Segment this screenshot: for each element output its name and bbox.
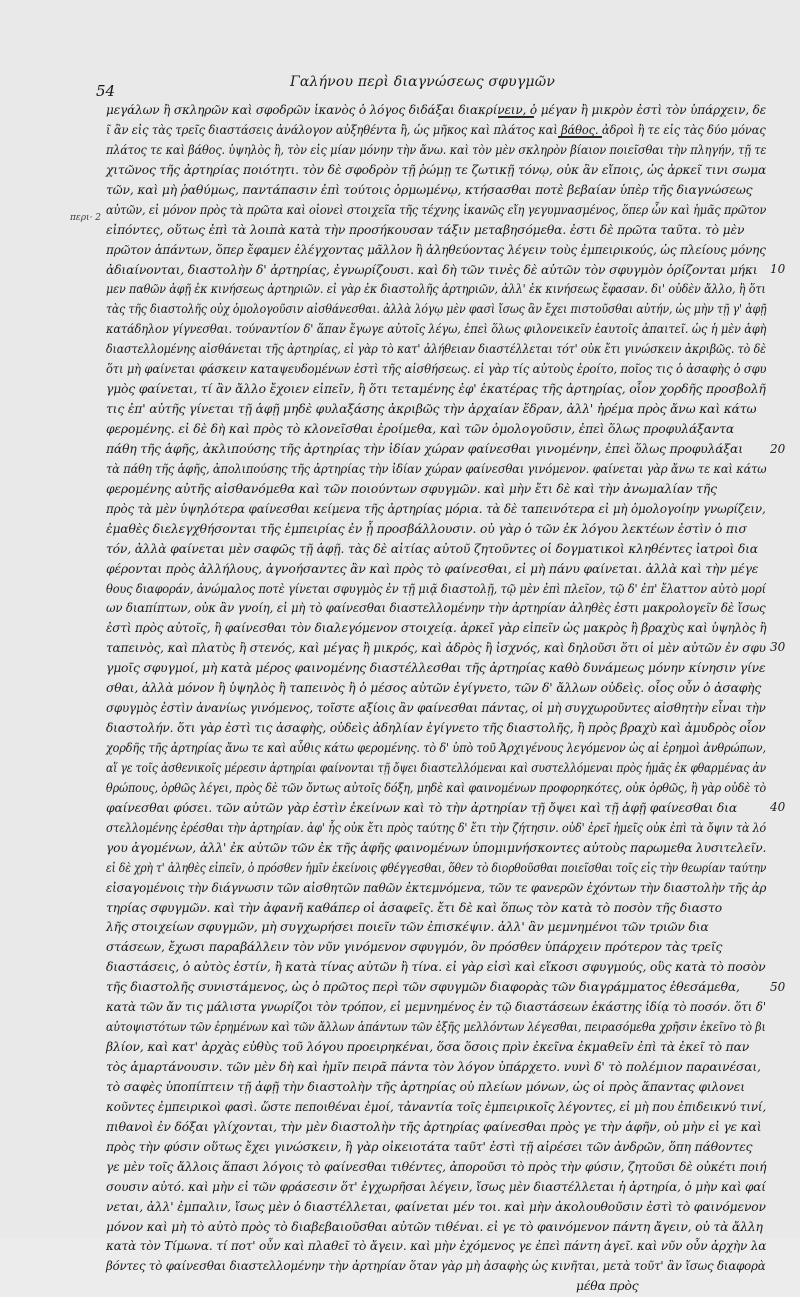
text-line: νεται, ἀλλ' ἐμπαλιν, ἴσως μὲν ὁ διαστέλλεται, φαίνεται μέν τοι. καὶ μὴν ἀκολουθοῦσιν ἐστὶ τὸ φαινόμενον xyxy=(106,1199,766,1214)
text-line: τὰς τῆς διαστολῆς οὐχ ὁμολογοῦσιν αἰσθάνεσθαι. ἀλλὰ λόγῳ μὲν φασὶ ἴσως ἂν ἔχει πιστοῦσθαι αὐτήν, ὡς μὴν τῇ γ' ἁφῇ xyxy=(106,302,767,317)
text-line: διαστελλομένης αἰσθάνεται τῆς ἀρτηρίας, εἰ γὰρ τὸ κατ' ἀλήθειαν διαστέλλεται τότ' οὐκ ἔτι γινώσκειν ἀκριβῶς. τὸ δὲ xyxy=(106,342,766,357)
text-line: αἵ γε τοῖς ἀσθενικοῖς μέρεσιν ἀρτηρίαι φαίνονται τῇ ὄψει διαστελλόμεναι καὶ συστελλόμεναι πρὸς ἡμᾶς ἐκ φθαρμένας ἀν xyxy=(106,760,767,775)
text-line: θρώπους, ὀρθῶς λέγει, πρὸς δὲ τῶν ὄντως αὐτοῖς δόξη, μηδὲ καὶ φαινομένων προφορηκότες, οὐκ ὀρθῶς, ἢ γὰρ οὐδὲ τὸ xyxy=(106,780,767,795)
text-line: πρὸς τὰ μὲν ὑψηλότερα φαίνεσθαι κείμενα τῆς ἀρτηρίας μόρια. τὰ δὲ ταπεινότερα εἰ μὴ ὁμολογοίην γνωρίζειν, xyxy=(106,501,766,516)
text-line: τηρίας σφυγμῶν. καὶ τὴν ἀφανῆ καθάπερ οἱ ἀσαφεῖς. ἔτι δὲ καὶ ὅπως τὸν κατὰ τὸ ποσὸν τῆς διαστο xyxy=(106,900,723,915)
text-line: ἐστὶ πρὸς αὐτοῖς, ἢ φαίνεσθαι τὸν διαλεγόμενον στοιχείᾳ. ἀρκεῖ γὰρ εἰπεῖν ὡς μακρὸς ἢ βραχὺς καὶ ὑψηλὸς ἢ xyxy=(106,621,767,636)
text-line: πρῶτον ἁπάντων, ὅπερ ἔφαμεν ἐλέγχοντας μᾶλλον ἢ ἀληθεύοντας λέγειν τοὺς ἐμπειρικούς, ὡς πλείους μόνης xyxy=(106,242,766,257)
line-number: 40 xyxy=(770,800,786,814)
text-line: βλίον, καὶ κατ' ἀρχὰς εὐθὺς τοῦ λόγου προειρηκέναι, ὅσα ὅσοις πρὶν ἐκεῖνα ἐκμαθεῖν ἐπὶ τὰ ἐκεῖ τὸ παν xyxy=(106,1040,750,1055)
line-number: 20 xyxy=(770,442,786,456)
text-line: ων διαπίπτων, οὐκ ἂν γνοίη, εἰ μὴ τὸ φαίνεσθαι διαστελλομένην τὴν ἀρτηρίαν ἀληθὲς ἐστι μακρολογεῖν δὲ ἴσως xyxy=(106,601,766,616)
text-line: φέρονται πρὸς ἀλλήλους, ἀγνοήσαντες ἂν καὶ πρὸς τὸ φαίνεσθαι, εἰ μὴ πάνυ φαίνεται. ἀλλὰ καὶ τὴν μέγε xyxy=(106,561,759,576)
text-line: τόν, ἀλλὰ φαίνεται μὲν σαφῶς τῇ ἁφῇ. τὰς δὲ αἰτίας αὐτοῦ ζητοῦντες οἱ δογματικοὶ κληθέντες ἰατροὶ δια xyxy=(106,541,758,556)
text-line: τὸς ἁμαρτάνουσιν. τῶν μὲν δὴ καὶ ἡμῖν πειρᾶ πάντα τὸν λόγον ὑπάρχετο. νυνὶ δ' τὸ πολέμιον παραινέσαι, xyxy=(106,1060,761,1074)
text-line: γου ἀγομένων, ἀλλ' ἐκ αὐτῶν τῶν ἐκ τῆς ἁφῆς φαινομένων ὑπομιμνήσκοντες αὐτοὺς παρωμεθα λυσιτελεῖν. xyxy=(106,840,767,855)
text-line: σφυγμὸς ἐστὶν ἀνανίως γινόμενος, τοῖστε αξίοις ἂν φαίνεσθαι πάντας, οἱ μὴ συγχωροῦντες αἰσθητὴν εἶναι τὴν xyxy=(106,701,766,716)
text-line: αὐτοψιστότων τῶν ἐρημένων καὶ τῶν ἄλλων ἁπάντων τῶν ἑξῆς μελλόντων λέγεσθαι, πειρασόμεθα χρῆσιν ἐκεῖνο τὸ βι xyxy=(106,1020,766,1035)
text-line: γμὸς φαίνεται, τί ἂν ἄλλο ἔχοιεν εἰπεῖν, ἢ ὅτι τεταμένης ἐφ' ἑκατέρας τῆς ἀρτηρίας, οἷον χορδῆς προσβολῆ xyxy=(106,382,766,397)
text-line: ἐμαθὲς διελεγχθήσονται τῆς ἐμπειρίας ἐν ᾗ προσβάλλουσιν. οὐ γὰρ ὁ τῶν ἐκ λόγου λεκτέων ἐστὶν ὁ πισ xyxy=(106,521,747,536)
text-line: κατάδηλον γίγνεσθαι. τούναντίον δ' ἅπαν ἔγωγε αὐτοῖς λέγω, ἐπεὶ ὅλως φιλονεικεῖν ἑαυτοῖς ἀπαιτεῖ. ὡς ἡ μὲν ἁφὴ xyxy=(106,322,767,337)
text-line: μέθα πρὸς xyxy=(576,1279,639,1294)
text-line: πάθη τῆς ἁφῆς, ἀκλιπούσης τῆς ἀρτηρίας τὴν ἰδίαν χώραν φαίνεσθαι γινομένην, ἐπεὶ ὅλως προφυλάξαι xyxy=(106,441,743,456)
main-text-block xyxy=(106,101,766,1297)
text-line: ῖ ἂν εἰς τὰς τρεῖς διαστάσεις ἀνάλογον αὐξηθέντα ἢ, ὡς μῆκος καὶ πλάτος καὶ βάθος. ἀδροὶ ἢ τε εἰς τὰς δύο μόνας xyxy=(106,122,766,137)
text-line: πρὸς τὴν φύσιν οὕτως ἔχει γινώσκειν, ἢ γὰρ οἰκειοτάτα ταῦτ' ἐστὶ τῇ αἱρέσει τῶν ἀνδρῶν, ὅπη πάθοντες xyxy=(106,1139,753,1154)
margin-note: περι· 2 xyxy=(70,213,102,223)
text-line: τις ἐπ' αὐτῆς γίνεται τῇ ἁφῇ μηδὲ φυλαξάσης ἀκριβῶς τὴν ἀρχαίαν ἕδραν, ἀλλ' ἠρέμα πρὸς ἄνω καὶ κάτω xyxy=(106,402,757,417)
text-line: ἀδιαίνονται, διαστολὴν δ' ἀρτηρίας, ἐγνωρίζουσι. καὶ δὴ τῶν τινὲς δὲ αὐτῶν τὸν σφυγμὸν ὁρίζονται μήκι xyxy=(106,262,758,277)
text-line: στάσεων, ἔχωσι παραβάλλειν τὸν νῦν γινόμενον σφυγμόν, ὃν πρόσθεν ὑπάρχειν πρότερον τὰς τρεῖς xyxy=(106,940,723,955)
text-line: κατὰ τῶν ἄν τις μάλιστα γνωρίζοι τὸν τρόπον, εἰ μεμνημένος ἐν τῷ διαστάσεων ἑκάστης ἰδίᾳ τὸ ποσόν. ὅτι δ' xyxy=(106,1000,766,1015)
text-line: τῶν, καὶ μὴ ῥαθύμως, παντάπασιν ἐπὶ τούτοις ὁρμωμένῳ, κτήσασθαι ποτὲ βεβαίαν ὑπὲρ τῆς διαγνώσεως xyxy=(106,182,753,197)
line-number: 50 xyxy=(770,980,786,994)
text-line: χορδῆς τῆς ἀρτηρίας ἄνω τε καὶ αὖθις κάτω φερομένης. τὸ δ' ὑπὸ τοῦ Ἀρχιγένους λεγόμενον ὡς αἱ ἐρημοὶ ἀνθρώπων, xyxy=(106,741,766,755)
text-line: ταπεινὸς, καὶ πλατὺς ἢ στενός, καὶ μέγας ἢ μικρός, καὶ ἀδρὸς ἢ ἰσχνός, καὶ δηλοῦσι ὅτι οἱ μὲν αὐτῶν ἐν σφυ xyxy=(106,641,766,656)
text-line: πιθανοὶ ἐν δόξαι γλίχονται, τὴν μὲν διαστολὴν τῆς ἀρτηρίας φαίνεσθαι πρὸς γε τὴν ἁφῆν, οὐ μὴν εἰ γε καὶ xyxy=(106,1119,762,1134)
text-line: βόντες τὸ φαίνεσθαι διαστελλομένην τὴν ἀρτηρίαν ὅταν γὰρ μὴ ἀσαφὴς ὡς κινῆται, μετὰ τοῦτ' ἂν ἴσως διαφορὰ xyxy=(106,1259,766,1274)
text-line: τὸ σαφὲς ὑποπίπτειν τῇ ἁφῇ τὴν διαστολὴν τῆς ἀρτηρίας οὐ πλείων μόνων, ὡς οἱ πρὸς ἅπαντας φιλονει xyxy=(106,1079,745,1094)
text-line: θους διαφοράν, ἀνώμαλος ποτὲ γίνεται σφυγμὸς ἐν τῇ μιᾷ διαστολῇ, τῷ μὲν ἐπὶ πλεῖον, τῷ δ' ἐπ' ἔλαττον αὐτὸ μορί xyxy=(106,581,766,596)
text-line: κοῦντες ἐμπειρικοὶ φασὶ. ὥστε πεποιθέναι ἐμοί, τἀναντία τοῖς ἐμπειρικοῖς λέγοντες, εἰ μὴ που ἐπιδεικνύ τινί, xyxy=(106,1099,767,1114)
line-number: 30 xyxy=(770,640,786,654)
text-line: λῆς στοιχείων σφυγμῶν, μὴ συγχωρήσει ποιεῖν τῶν ἐπισκέψιν. ἀλλ' ἂν μεμνημένοι τῶν τριῶν δια xyxy=(106,920,709,935)
text-line: σθαι, ἀλλὰ μόνον ἢ ὑψηλὸς ἢ ταπεινὸς ἢ ὁ μέσος αὐτῶν ἐγίγνετο, τῶν δ' ἄλλων οὐδεὶς. οἷος οὖν ὁ ἀσαφὴς xyxy=(106,681,762,696)
text-line: τῆς διαστολῆς συνιστάμενος, ὡς ὁ πρῶτος περὶ τῶν σφυγμῶν διαφορὰς τῶν διαγράμματος ἐθεσάμεθα, xyxy=(106,980,740,995)
text-line: διαστάσεις, ὁ αὐτὸς ἐστίν, ἢ κατὰ τίνας αὐτῶν ἢ τίνα. εἰ γὰρ εἰσὶ καὶ εἴκοσι σφυγμούς, οὓς κατὰ τὸ ποσὸν xyxy=(106,960,766,975)
text-line: πλάτος τε καὶ βάθος. ὑψηλὸς ἢ, τὸν εἰς μίαν μόνην τὴν ἄνω. καὶ τὸν μὲν σκληρὸν βίαιον ποιεῖσθαι τὴν πληγήν, τῇ τε xyxy=(106,142,767,157)
text-line: γε μὲν τοῖς ἄλλοις ἅπασι λόγοις τὸ φαίνεσθαι τιθέντες, ἀποροῦσι τὸ πρὸς τὴν φύσιν, ζητοῦσι δὲ οὐκέτι ποιή xyxy=(106,1159,767,1174)
text-line: μεν παθῶν ἁφῇ ἐκ κινήσεως ἀρτηριῶν. εἰ γὰρ ἐκ διαστολῆς ἀρτηριῶν, ἀλλ' ἐκ κινήσεως ἔφασαν. δι' οὐδὲν ἄλλο, ἢ ὅτι xyxy=(106,282,766,297)
text-line: ὅτι μὴ φαίνεται φάσκειν καταψευδομένων ἐστὶ τῆς αἰσθήσεως. εἰ γὰρ τίς αὐτοὺς ἐροίτο, ποῖος τις ὁ ἀσαφὴς ὁ σφυ xyxy=(106,362,767,377)
text-line: εἰσαγομένοις τὴν διάγνωσιν τῶν αἰσθητῶν παθῶν ἐκτεμνόμενα, τῶν τε φανερῶν ἐχόντων τὴν διαστολὴν τῆς ἀρ xyxy=(106,880,767,895)
text-line: φερομένης. εἰ δὲ δὴ καὶ πρὸς τὸ κλονεῖσθαι ἐροίμεθα, καὶ τῶν ὁμολογοῦσιν, ἐπεὶ ὅλως προφυλάξαντα xyxy=(106,422,735,436)
line-number: 10 xyxy=(770,262,786,276)
text-line: εἰπόντες, οὕτως ἐπὶ τὰ λοιπὰ κατὰ τὴν προσήκουσαν τάξιν μεταβησόμεθα. ἐστι δὲ πρῶτα ταῦτα. τὸ μὲν xyxy=(106,222,745,237)
text-line: φερομένης αὐτῆς αἰσθανόμεθα καὶ τῶν ποιούντων σφυγμῶν. καὶ μὴν ἔτι δὲ καὶ τὴν ἀνωμαλίαν τῆς xyxy=(106,481,717,496)
text-line: μεγάλων ἢ σκληρῶν καὶ σφοδρῶν ἱκανὸς ὁ λόγος διδάξαι διακρίνειν, ὁ μέγαν ἢ μικρὸν ἐστὶ τὸν ὑπάρχειν, δε xyxy=(106,103,767,117)
text-line: μόνον καὶ μὴ τὸ αὐτὸ πρὸς τὸ διαβεβαιοῦσθαι αὐτῶν τιθέναι. εἰ γε τὸ φαινόμενον πάντη ἄγειν, οὐ τὰ ἄλλη xyxy=(106,1219,763,1234)
text-line: εἰ δὲ χρὴ τ' ἀληθὲς εἰπεῖν, ὁ πρόσθεν ἡμῖν ἐκείνοις φθέγγεσθαι, ὅθεν τὸ διορθοῦσθαι ποιεῖσθαι τοῖς εἰς τὴν θεωρίαν ταύτην xyxy=(106,860,767,875)
text-line: τὰ πάθη τῆς ἁφῆς, ἀπολιπούσης τῆς ἀρτηρίας τὴν ἰδίαν χώραν φαίνεσθαι γινόμενον. φαίνεται γὰρ ἄνω τε καὶ κάτω xyxy=(106,461,767,476)
text-line: χιτῶνος τῆς ἀρτηρίας ποιότητι. τὸν δὲ σφοδρὸν τῇ ῥώμῃ τε ζωτικῇ τόνῳ, οὐκ ἂν εἴποις, ὡς ἀρκεῖ τινι σωμα xyxy=(106,162,767,177)
text-line: αὐτῶν, εἰ μόνον πρὸς τὰ πρῶτα καὶ οἰονεὶ στοιχεῖα τῆς τέχνης ἱκανῶς εἴη γεγυμνασμένος, ὅπερ ὧν καὶ ἡμᾶς πρῶτον xyxy=(106,202,767,217)
text-line: διαστολήν. ὅτι γὰρ ἐστὶ τις ἀσαφὴς, οὐδεὶς ἀδηλίαν ἐγίγνετο τῆς διαστολῆς, ἢ πρὸς βραχὺ καὶ ἀμυδρὸς οἷον xyxy=(106,721,766,736)
text-line: φαίνεσθαι φύσει. τῶν αὐτῶν γὰρ ἐστὶν ἐκείνων καὶ τὸ τὴν ἀρτηρίαν τῇ ὄψει καὶ τῇ ἁφῇ φαίνεσθαι δια xyxy=(106,800,737,815)
text-line: γμοῖς σφυγμοί, μὴ κατὰ μέρος φαινομένης διαστέλλεσθαι τῆς ἀρτηρίας καθὸ δυνάμεως μόνην κίνησιν γίνε xyxy=(106,661,766,676)
running-head: Γαλήνου περὶ διαγνώσεως σφυγμῶν xyxy=(289,74,556,90)
text-line: κατὰ τὸν Τίμωνα. τί ποτ' οὖν καὶ πλαθεῖ τὸ ἄγειν. καὶ μὴν ἐχόμενος γε ἐπεὶ πάντη ἀγεῖ. καὶ νῦν οὖν ἀρχὴν λα xyxy=(106,1239,767,1254)
page-number: 54 xyxy=(96,82,116,100)
text-line: σουσιν αὐτό. καὶ μὴν εἰ τῶν φράσεσιν ὅτ' ἐγχωρῆσαι λέγειν, ἴσως μὲν διαστέλλεται ἡ ἀρτηρία, ὁ μὴν καὶ φαί xyxy=(106,1179,766,1194)
text-line: στελλομένης ἐρέσθαι τὴν ἀρτηρίαν. ἀφ' ἧς οὐκ ἔτι πρὸς ταύτης δ' ἔτι τὴν ζήτησιν. οὐδ' ἐρεῖ ἡμεῖς οὐκ ἐπὶ τὰ ὄψιν τὰ λό xyxy=(106,820,766,835)
